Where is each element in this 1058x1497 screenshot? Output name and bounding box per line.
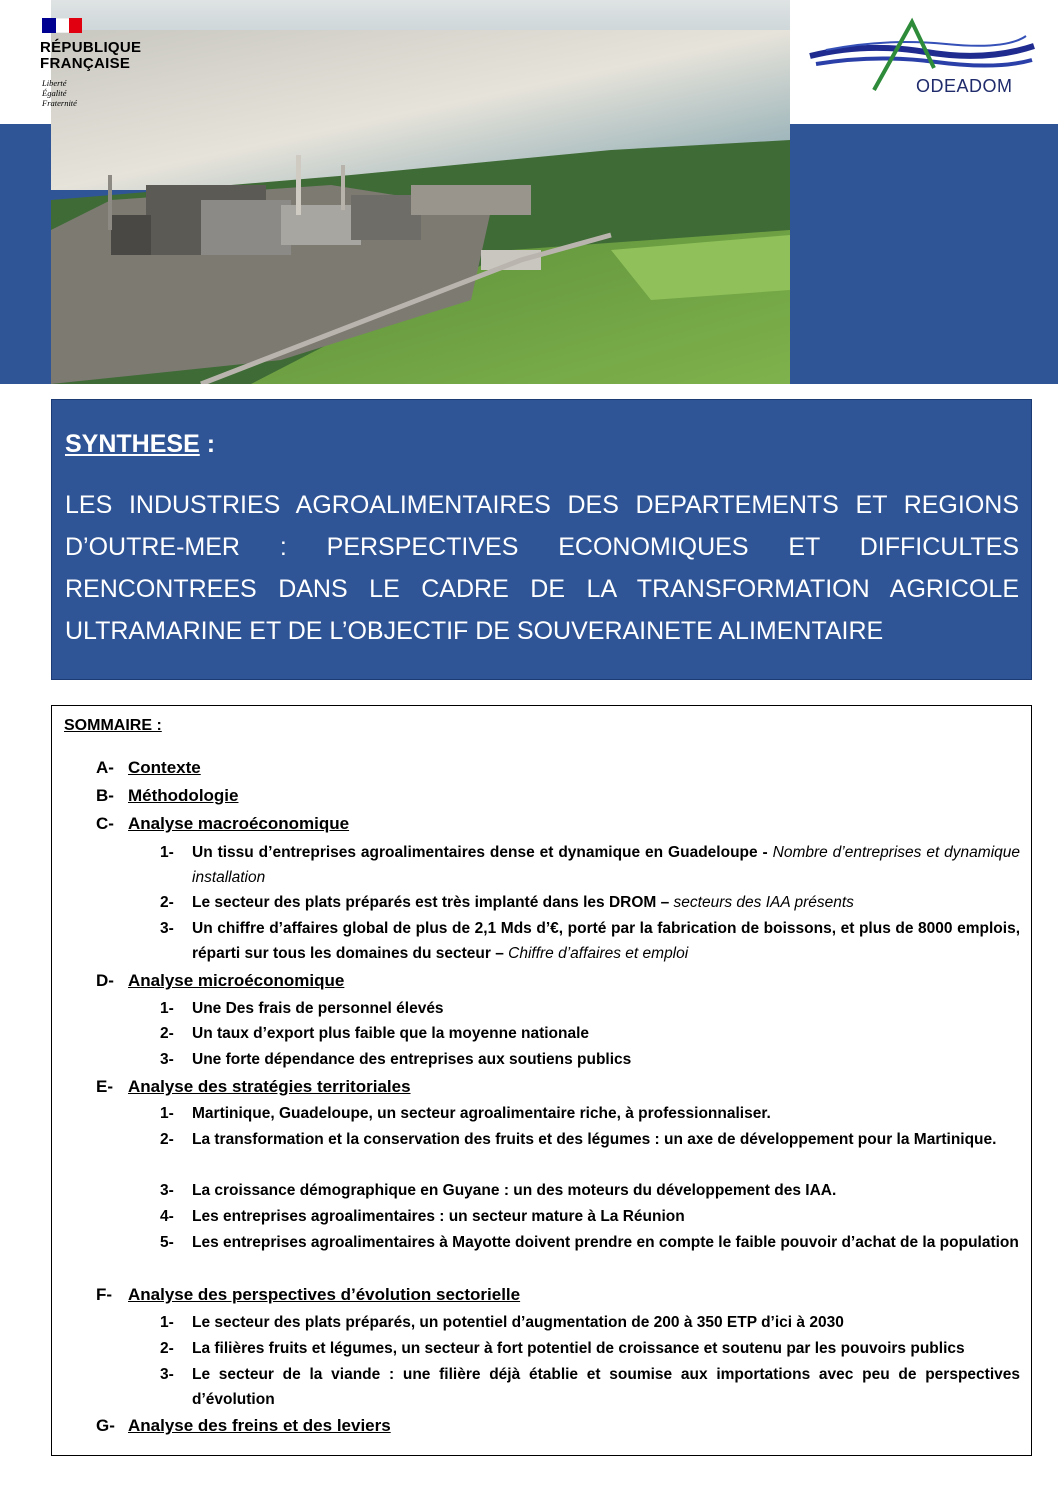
item-italic-text: Chiffre d’affaires et emploi — [508, 945, 689, 962]
item-text: Un taux d’export plus faible que la moyenne nationale — [192, 1025, 590, 1042]
section-link-microeconomique[interactable]: Analyse microéconomique — [128, 971, 345, 990]
item-italic-text: secteurs des IAA présents — [673, 894, 854, 911]
republique-francaise-title — [40, 40, 141, 72]
item-number: 1- — [160, 1105, 174, 1122]
section-letter: G- — [96, 1416, 115, 1435]
synthese-body: LES INDUSTRIES AGROALIMENTAIRES DES DEPARTEMENTS ET REGIONS D’OUTRE-MER : PERSPECTIVES ECONOMIQUES ET DIFFICULTES RENCONTREES DANS LE CADRE DE LA TRANSFORMATION AGRICOLE ULTRAMARINE ET DE L’OBJECTIF DE SOUVERAINETE ALIMENTAIRE — [65, 491, 1019, 645]
item-text: La croissance démographique en Guyane : un des moteurs du développement des IAA. — [192, 1182, 837, 1199]
item-number: 3- — [160, 1051, 174, 1068]
item-text — [192, 890, 1020, 915]
section-d — [96, 971, 344, 991]
flag-red — [69, 18, 82, 33]
item-text — [192, 916, 1020, 966]
item-text: La transformation et la conservation des fruits et des légumes : un axe de développement pour la Martinique. — [192, 1131, 997, 1148]
section-letter: F- — [96, 1285, 113, 1304]
item-number: 1- — [160, 844, 174, 861]
list-item — [160, 916, 1020, 966]
list-item — [160, 1101, 1020, 1126]
section-letter: D- — [96, 971, 114, 990]
section-link-strategies-territoriales[interactable]: Analyse des stratégies territoriales — [128, 1077, 411, 1096]
flag-white — [56, 18, 69, 33]
item-text: La filières fruits et légumes, un secteur à fort potentiel de croissance et soutenu par les pouvoirs publics — [192, 1340, 965, 1357]
section-e — [96, 1077, 411, 1097]
item-text: Le secteur de la viande : une filière déjà établie et soumise aux importations avec peu de perspectives d’évolution — [192, 1366, 1020, 1408]
rf-line2: FRANÇAISE — [40, 55, 131, 72]
item-number: 2- — [160, 1340, 174, 1357]
item-italic-text: Nombre d’entreprises et dynamique installation — [192, 844, 1020, 886]
section-letter: E- — [96, 1077, 113, 1096]
motto-liberte: Liberté — [42, 78, 67, 88]
item-number: 4- — [160, 1208, 174, 1225]
item-text: Les entreprises agroalimentaires à Mayotte doivent prendre en compte le faible pouvoir d’achat de la population — [192, 1234, 1019, 1251]
item-text: Une forte dépendance des entreprises aux soutiens publics — [192, 1051, 632, 1068]
section-link-contexte[interactable]: Contexte — [128, 758, 201, 777]
list-item — [160, 1204, 1020, 1229]
list-item — [160, 840, 1020, 890]
republique-francaise-logo — [40, 18, 160, 118]
section-link-freins-leviers[interactable]: Analyse des freins et des leviers — [128, 1416, 391, 1435]
synthese-box — [51, 399, 1032, 680]
item-text: Les entreprises agroalimentaires : un secteur mature à La Réunion — [192, 1208, 685, 1225]
item-main-text: Un chiffre d’affaires global de plus de 2,1 Mds d’€, porté par la fabrication de boissons, et plus de 8000 emplois, réparti sur tous les domaines du secteur – — [192, 920, 1020, 962]
item-text: Une Des frais de personnel élevés — [192, 1000, 444, 1017]
section-b — [96, 786, 238, 806]
rf-line1: RÉPUBLIQUE — [40, 39, 142, 56]
list-item — [160, 996, 1020, 1021]
list-item — [160, 1336, 1020, 1361]
item-number: 3- — [160, 920, 174, 937]
item-text — [192, 840, 1020, 890]
section-link-methodologie[interactable]: Méthodologie — [128, 786, 239, 805]
item-number: 5- — [160, 1234, 174, 1251]
section-link-macroeconomique[interactable]: Analyse macroéconomique — [128, 814, 350, 833]
list-item — [160, 1178, 1020, 1203]
item-number: 2- — [160, 1025, 174, 1042]
motto-fraternite: Fraternité — [42, 98, 77, 108]
sommaire-title: SOMMAIRE : — [64, 717, 162, 734]
item-number: 3- — [160, 1182, 174, 1199]
odeadom-text: ODEADOM — [916, 76, 1013, 96]
item-number: 3- — [160, 1366, 174, 1383]
item-text: Martinique, Guadeloupe, un secteur agroalimentaire riche, à professionnaliser. — [192, 1105, 771, 1122]
section-link-perspectives-evolution[interactable]: Analyse des perspectives d’évolution sectorielle — [128, 1285, 521, 1304]
list-item — [160, 1021, 1020, 1046]
section-letter: C- — [96, 814, 114, 833]
french-flag-icon — [42, 18, 82, 33]
item-number: 1- — [160, 1314, 174, 1331]
synthese-title-label: SYNTHESE — [65, 430, 200, 458]
item-main-text: Le secteur des plats préparés est très implanté dans les DROM – — [192, 894, 674, 911]
list-item — [160, 1127, 1020, 1152]
list-item — [160, 1047, 1020, 1072]
item-main-text: Un tissu d’entreprises agroalimentaires dense et dynamique en Guadeloupe - — [192, 844, 773, 861]
section-letter: A- — [96, 758, 114, 777]
sommaire-box — [51, 705, 1032, 1456]
item-number: 1- — [160, 1000, 174, 1017]
item-number: 2- — [160, 894, 174, 911]
cover-photo — [51, 0, 790, 384]
item-number: 2- — [160, 1131, 174, 1148]
section-letter: B- — [96, 786, 114, 805]
synthese-title-suffix: : — [199, 430, 216, 458]
section-c — [96, 814, 349, 834]
motto-egalite: Égalité — [42, 88, 67, 98]
section-f — [96, 1285, 520, 1305]
rf-motto — [42, 78, 77, 108]
synthese-title — [65, 430, 215, 459]
list-item — [160, 1230, 1020, 1255]
list-item — [160, 1310, 1020, 1335]
item-text: Le secteur des plats préparés, un potentiel d’augmentation de 200 à 350 ETP d’ici à 2030 — [192, 1314, 844, 1331]
section-g — [96, 1416, 391, 1436]
list-item — [160, 890, 1020, 915]
list-item — [160, 1362, 1020, 1412]
section-a — [96, 758, 201, 778]
flag-blue — [42, 18, 56, 33]
odeadom-logo — [806, 16, 1038, 100]
